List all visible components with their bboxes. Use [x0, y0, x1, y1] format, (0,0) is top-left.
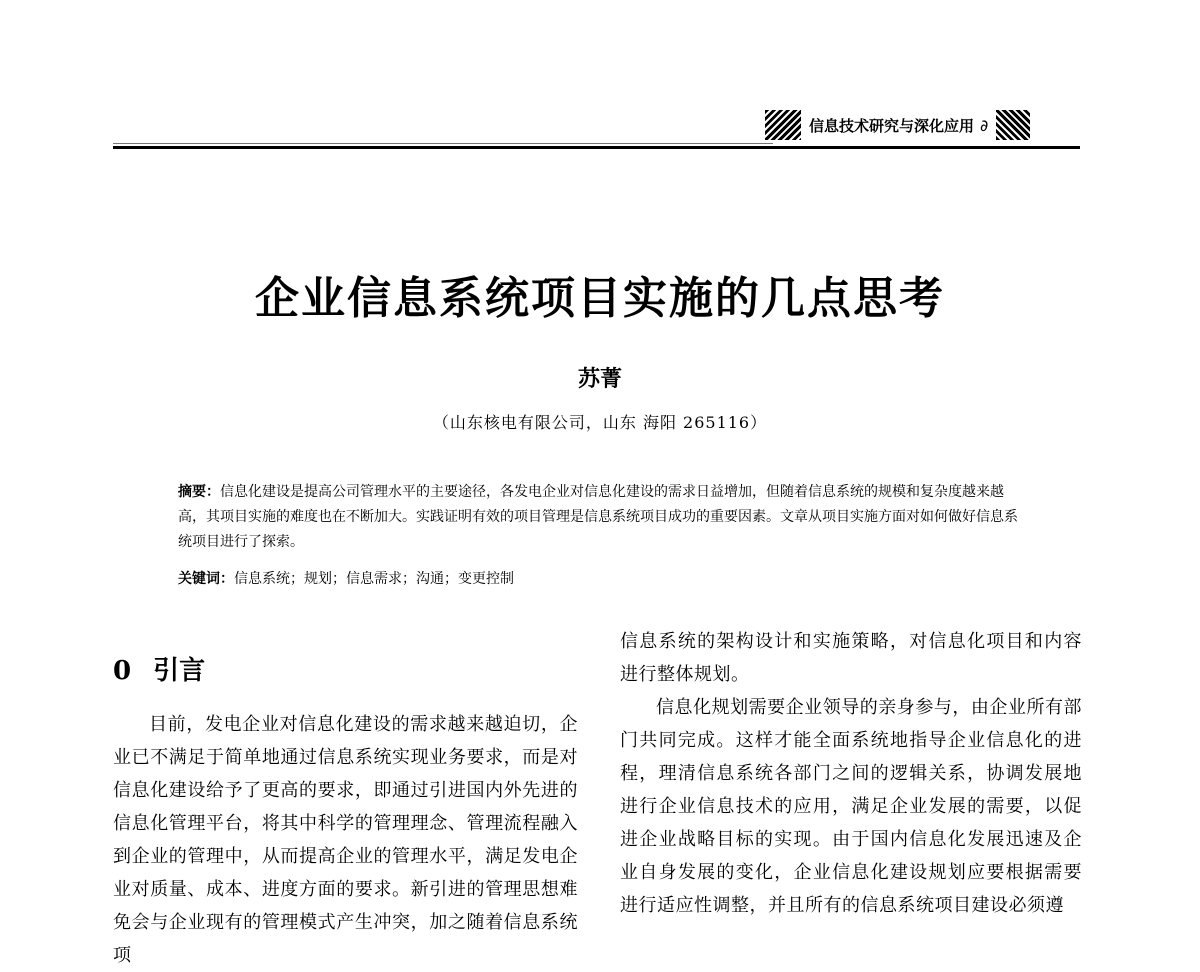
abstract-text: 信息化建设是提高公司管理水平的主要途径，各发电企业对信息化建设的需求日益增加，但随着信息系统的规模和复杂度越来越高，其项目实施的难度也在不断加大。实践证明有效的项目管理是信息系统项目成功的重要因素。文章从项目实施方面对如何做好信息系统项目进行了探索。: [178, 484, 1018, 550]
section-title: 引言: [153, 656, 206, 686]
body-paragraph: 信息化规划需要企业领导的亲身参与，由企业所有部门共同完成。这样才能全面系统地指导企业信息化的进程，理清信息系统各部门之间的逻辑关系，协调发展地进行企业信息技术的应用，满足企业发展的需要，以促进企业战略目标的实现。由于国内信息化发展迅速及企业自身发展的变化，企业信息化建设规划应要根据需要进行适应性调整，并且所有的信息系统项目建设必须遵: [620, 697, 1082, 916]
abstract: [178, 480, 1028, 555]
body-paragraph: 信息系统的架构设计和实施策略，对信息化项目和内容进行整体规划。: [620, 631, 1082, 685]
section-number: 0: [113, 656, 132, 686]
keywords: [178, 567, 1028, 592]
article-author: 苏菁: [577, 366, 622, 392]
header-thick-rule: [113, 146, 1080, 149]
section-heading: [113, 650, 205, 687]
header-decoration-right: [996, 110, 1030, 140]
body-paragraph: 目前，发电企业对信息化建设的需求越来越迫切，企业已不满足于简单地通过信息系统实现业务要求，而是对信息化建设给予了更高的要求，即通过引进国内外先进的信息化管理平台，将其中科学的管理理念、管理流程融入到企业的管理中，从而提高企业的管理水平，满足发电企业对质量、成本、进度方面的要求。新引进的管理思想难免会与企业现有的管理模式产生冲突，加之随着信息系统项: [113, 714, 578, 966]
right-column: [620, 625, 1082, 922]
keywords-label: 关键词：: [178, 571, 234, 587]
header-thin-rule: [113, 143, 773, 144]
journal-logo-icon: ∂: [980, 115, 989, 135]
article-title: 企业信息系统项目实施的几点思考: [255, 273, 945, 324]
author-affiliation: （山东核电有限公司，山东 海阳 265116）: [432, 413, 768, 432]
left-column: [113, 708, 578, 972]
journal-section-tag: [765, 108, 1080, 142]
header-decoration-left: [765, 110, 801, 140]
abstract-label: 摘要：: [178, 484, 220, 500]
journal-section-label: 信息技术研究与深化应用: [809, 116, 975, 135]
keywords-text: 信息系统；规划；信息需求；沟通；变更控制: [234, 571, 514, 587]
